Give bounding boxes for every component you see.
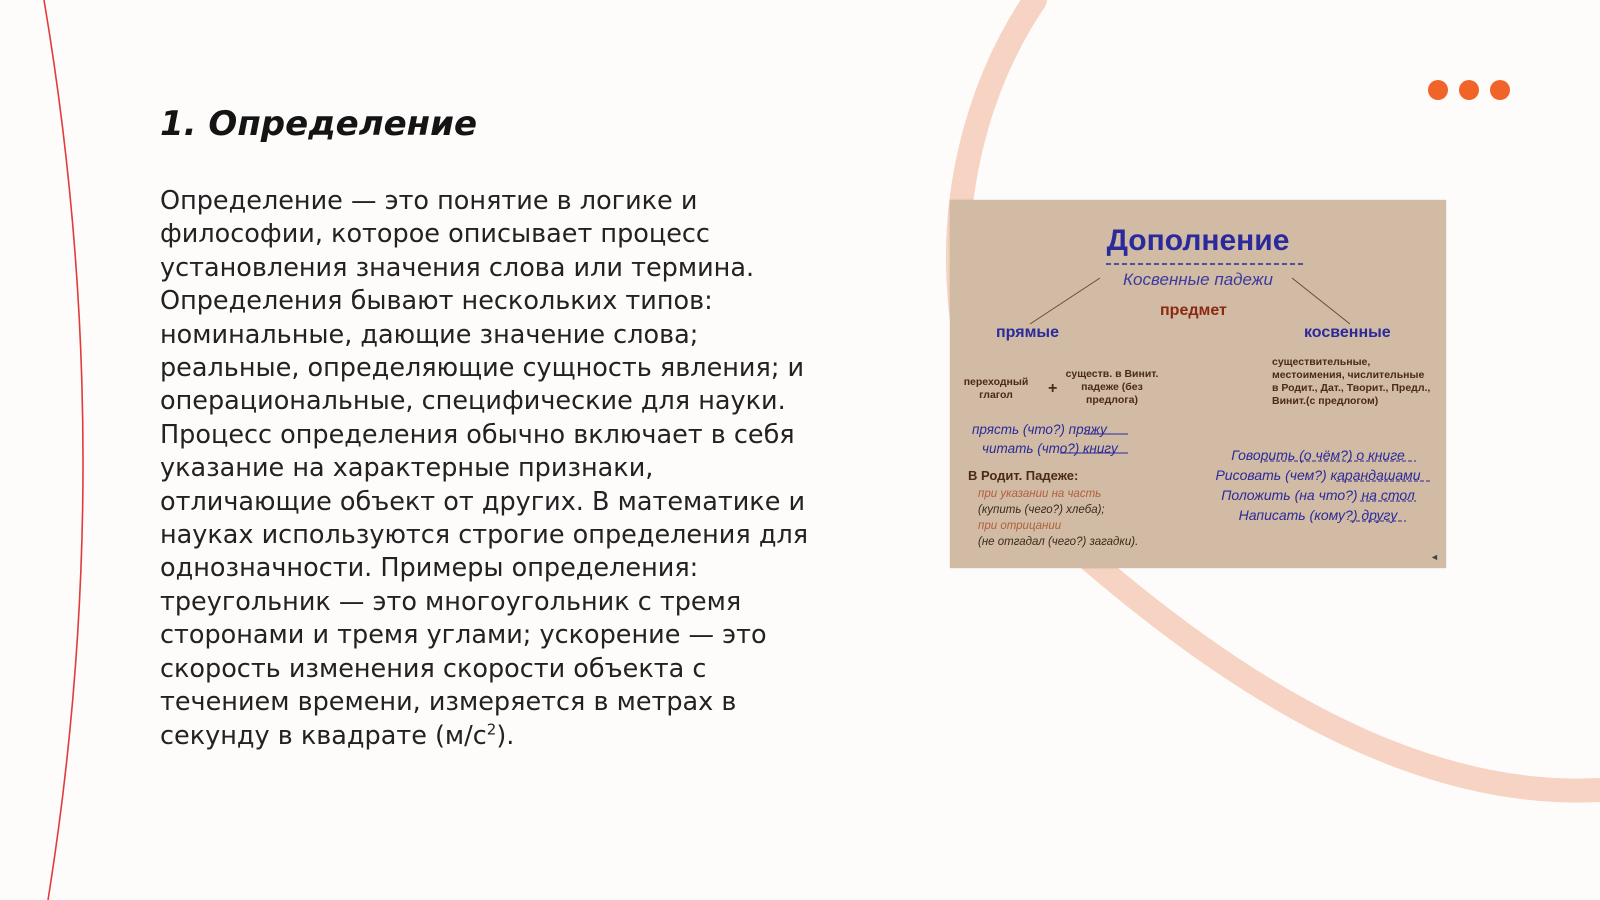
diagram-image <box>950 200 1446 568</box>
diagram-noun-label: существ. в Винит. падеже (без предлога) <box>1065 368 1159 406</box>
diagram-corner-arrow-icon: ◄ <box>1430 552 1439 562</box>
diagram-subtitle: Косвенные падежи <box>1123 270 1273 289</box>
diagram-genitive-note: (не отгадал (чего?) загадки). <box>978 536 1139 548</box>
body-superscript: 2 <box>486 720 497 738</box>
diagram-right-branch: косвенные <box>1304 324 1391 341</box>
diagram-right-example: Положить (на что?) на стол <box>1221 487 1415 503</box>
diagram-genitive-note: (купить (чего?) хлеба); <box>978 504 1105 516</box>
diagram-left-branch: прямые <box>996 324 1059 341</box>
diagram-verb-label: переходный глагол <box>963 376 1029 401</box>
diagram-genitive-note: при указании на часть <box>978 488 1102 500</box>
dot-1 <box>1428 80 1448 100</box>
dot-2 <box>1459 80 1479 100</box>
left-accent-line <box>44 0 83 900</box>
diagram-left-example: прясть (что?) пряжу <box>972 422 1107 437</box>
diagram-genitive-note: при отрицании <box>978 520 1062 532</box>
diagram-title: Дополнение <box>1106 224 1290 257</box>
diagram-indirect-desc: существительные, местоимения, числительные в Родит., Дат., Творит., Предл., Винит.(с предлогом) <box>1272 356 1431 407</box>
dot-3 <box>1490 80 1510 100</box>
diagram-right-example: Говорить (о чём?) о книге <box>1231 447 1405 463</box>
body-paragraph-end: ). <box>496 720 515 751</box>
decorative-dots <box>1428 80 1510 100</box>
diagram-right-example: Написать (кому?) другу <box>1238 507 1398 523</box>
diagram-right-example: Рисовать (чем?) карандашами <box>1215 467 1421 483</box>
diagram-plus: + <box>1048 380 1058 397</box>
diagram-genitive-heading: В Родит. Падеже: <box>968 468 1079 483</box>
slide-title: 1. Определение <box>160 104 478 144</box>
diagram-left-example: читать (что?) книгу <box>982 441 1118 456</box>
diagram-center-label: предмет <box>1160 302 1227 319</box>
body-paragraph: Определение — это понятие в логике и философии, которое описывает процесс установления значения слова или термина. Определения бывают нескольких типов: номинальные, дающие значение слова; реальные, определяющие сущность явления; и операциональные, специфические для науки. Процесс определения обычно включает в себя указание на характерные признаки, отличающие объект от других. В математике и науках используются строгие определения для однозначности. Примеры определения: треугольник — это многоугольник с тремя сторонами и тремя углами; ускорение — это скорость изменения скорости объекта с течением времени, измеряется в метрах в секунду в квадрате (м/с <box>160 186 809 751</box>
slide-body-text <box>160 185 825 753</box>
